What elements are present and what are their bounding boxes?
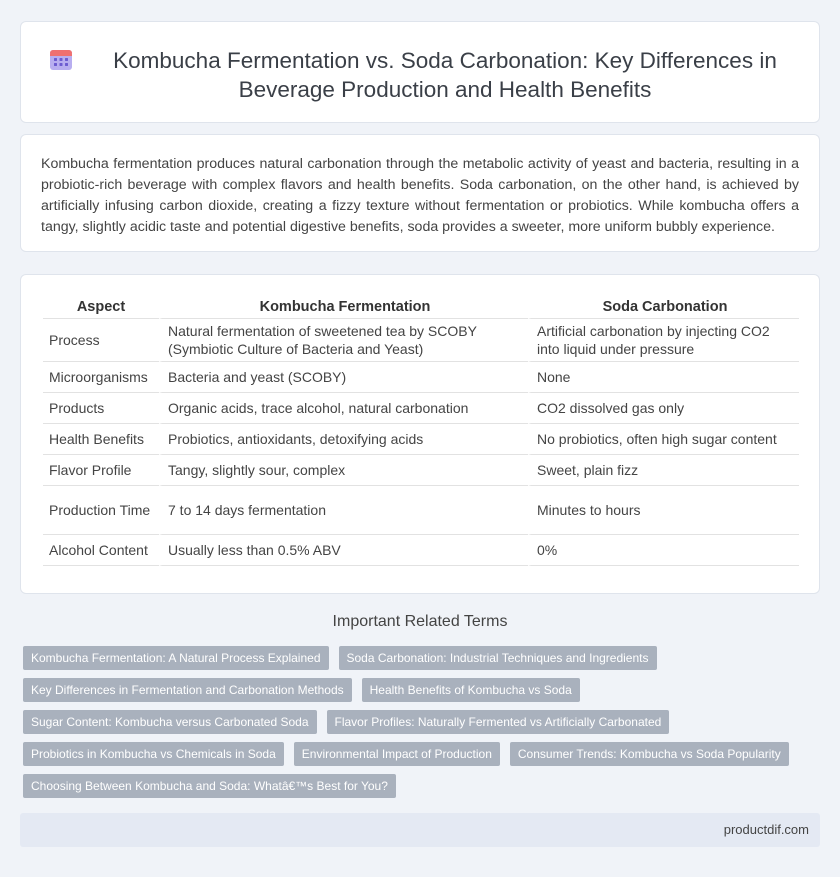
cell-kombucha: Bacteria and yeast (SCOBY): [159, 362, 528, 393]
table-row: [43, 362, 799, 393]
related-term-tag[interactable]: Soda Carbonation: Industrial Techniques and Ingredients: [339, 646, 657, 670]
cell-kombucha: Probiotics, antioxidants, detoxifying acids: [159, 424, 528, 455]
comparison-table: [43, 295, 799, 566]
related-term-tag[interactable]: Key Differences in Fermentation and Carbonation Methods: [23, 678, 352, 702]
footer-site-link[interactable]: productdif.com: [723, 822, 809, 837]
cell-kombucha: Organic acids, trace alcohol, natural carbonation: [159, 393, 528, 424]
cell-kombucha: Tangy, slightly sour, complex: [159, 455, 528, 486]
related-term-tag[interactable]: Kombucha Fermentation: A Natural Process Explained: [23, 646, 329, 670]
related-term-tag[interactable]: Consumer Trends: Kombucha vs Soda Popularity: [510, 742, 789, 766]
related-term-tag[interactable]: Sugar Content: Kombucha versus Carbonated Soda: [23, 710, 317, 734]
table-row: [43, 424, 799, 455]
related-term-tag[interactable]: Probiotics in Kombucha vs Chemicals in Soda: [23, 742, 284, 766]
cell-soda: None: [528, 362, 799, 393]
cell-soda: Artificial carbonation by injecting CO2 into liquid under pressure: [528, 319, 799, 362]
cell-kombucha: Natural fermentation of sweetened tea by SCOBY (Symbiotic Culture of Bacteria and Yeast): [159, 319, 528, 362]
table-row: [43, 535, 799, 566]
cell-aspect: Products: [43, 393, 159, 424]
table-row: [43, 319, 799, 362]
cell-aspect: Flavor Profile: [43, 455, 159, 486]
cell-kombucha: 7 to 14 days fermentation: [159, 486, 528, 535]
related-terms-list: [23, 646, 813, 798]
header-card: [20, 21, 820, 123]
cell-soda: CO2 dissolved gas only: [528, 393, 799, 424]
related-term-tag[interactable]: Environmental Impact of Production: [294, 742, 500, 766]
cell-soda: No probiotics, often high sugar content: [528, 424, 799, 455]
header-soda: Soda Carbonation: [528, 295, 799, 319]
table-header-row: [43, 295, 799, 319]
footer: [20, 813, 820, 847]
table-row: [43, 486, 799, 535]
table-row: [43, 455, 799, 486]
cell-aspect: Microorganisms: [43, 362, 159, 393]
cell-soda: Minutes to hours: [528, 486, 799, 535]
related-term-tag[interactable]: Health Benefits of Kombucha vs Soda: [362, 678, 580, 702]
related-term-tag[interactable]: Flavor Profiles: Naturally Fermented vs Artificially Carbonated: [327, 710, 670, 734]
header-kombucha: Kombucha Fermentation: [159, 295, 528, 319]
cell-aspect: Production Time: [43, 486, 159, 535]
page-title: Kombucha Fermentation vs. Soda Carbonation: Key Differences in Beverage Production and Health Benefits: [113, 48, 777, 102]
cell-soda: 0%: [528, 535, 799, 566]
intro-paragraph: Kombucha fermentation produces natural carbonation through the metabolic activity of yeast and bacteria, resulting in a probiotic-rich beverage with complex flavors and health benefits. Soda carbonation, on the other hand, is achieved by artificially infusing carbon dioxide, creating a fizzy texture without fermentation or probiotics. While kombucha offers a tangy, slightly acidic taste and potential digestive benefits, soda provides a sweeter, more uniform bubbly experience.: [41, 156, 799, 235]
table-row: [43, 393, 799, 424]
related-terms-heading: Important Related Terms: [332, 613, 508, 630]
cell-aspect: Alcohol Content: [43, 535, 159, 566]
cell-aspect: Process: [43, 319, 159, 362]
cell-aspect: Health Benefits: [43, 424, 159, 455]
intro-card: [20, 134, 820, 252]
cell-soda: Sweet, plain fizz: [528, 455, 799, 486]
calendar-icon: [49, 47, 73, 71]
cell-kombucha: Usually less than 0.5% ABV: [159, 535, 528, 566]
related-term-tag[interactable]: Choosing Between Kombucha and Soda: Whatâ€™s Best for You?: [23, 774, 396, 798]
comparison-card: [20, 274, 820, 594]
header-aspect: Aspect: [43, 295, 159, 319]
